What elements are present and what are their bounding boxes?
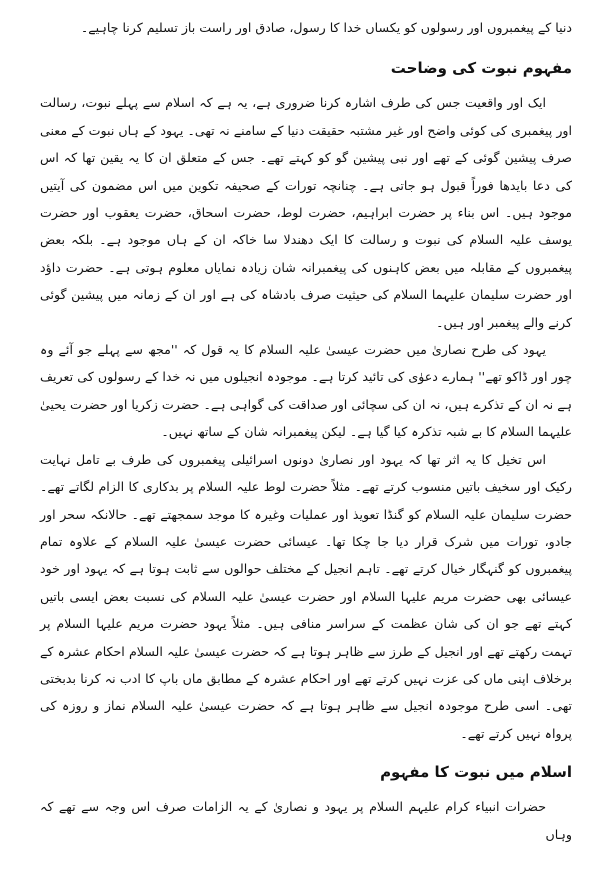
body-paragraph-3: اس تخیل کا یہ اثر تھا کہ یہود اور نصاریٰ دونوں اسرائیلی پیغمبروں کی طرف بے تامل نہایت رکیک اور سخیف باتیں منسوب کرتے تھے۔ مثلاً حضرت لوط علیہ السلام پر بدکاری کا الزام لگاتے تھے۔ حضرت سلیمان علیہ السلام کو گنڈا تعویذ اور عملیات وغیرہ کا موجد سمجھتے تھے۔ حالانکہ سحر اور جادو، تورات میں شرک قرار دیا جا چکا تھا۔ عیسائی حضرت عیسیٰ علیہ السلام کے علاوہ تمام پیغمبروں کو گنہگار خیال کرتے تھے۔ تاہم انجیل کے مختلف حوالوں سے ثابت ہوتا ہے کہ یہود اور خود عیسائی بھی حضرت مریم علیہا السلام اور حضرت عیسیٰ علیہ السلام کی نسبت بعض ایسی باتیں کہتے تھے جو ان کی شان عظمت کے سراسر منافی ہیں۔ مثلاً یہود حضرت مریم علیہا السلام پر تہمت رکھتے تھے اور انجیل کے طرز سے ظاہر ہوتا ہے کہ حضرت عیسیٰ علیہ السلام احکام عشرہ کے برخلاف اپنی ماں کی عزت نہیں کرتے تھے اور احکام عشرہ کے مطابق ماں باپ کا ادب نہ کرنا بدبختی تھی۔ اسی طرح موجودہ انجیل سے ظاہر ہوتا ہے کہ حضرت عیسیٰ علیہ السلام نماز و روزہ کی پرواہ نہیں کرتے تھے۔ (40, 451, 572, 741)
body-paragraph-1: ایک اور واقعیت جس کی طرف اشارہ کرنا ضروری ہے، یہ ہے کہ اسلام سے پہلے نبوت، رسالت اور پیغمبری کی کوئی واضح اور غیر مشتبہ حقیقت دنیا کے سامنے نہ تھی۔ یہود کے ہاں نبوت کے معنی صرف پیشین گوئی کے تھے اور نبی پیشین گو کو کہتے تھے۔ جس کے متعلق ان کا یہ یقین تھا کہ اس کی دعا بایدھا فوراً قبول ہو جاتی ہے۔ چنانچہ تورات کے صحیفہ تکوین میں اس مضمون کی آیتیں موجود ہیں۔ اس بناء پر حضرت ابراہیم، حضرت لوط، حضرت اسحاق، حضرت یعقوب اور حضرت یوسف علیہ السلام کی نبوت و رسالت کا ایک دھندلا سا خاکہ ان کے ہاں موجود ہے۔ بلکہ بعض پیغمبروں کے مقابلہ میں بعض کاہنوں کی پیغمبرانہ شان زیادہ نمایاں معلوم ہوتی ہے۔ حضرت داؤد اور حضرت سلیمان علیہما السلام کی حیثیت صرف بادشاہ کی ہے اور ان کے زمانہ میں پیشین گوئی کرنے والے پیغمبر اور ہیں۔ (40, 95, 572, 330)
body-paragraph-2: یہود کی طرح نصاریٰ میں حضرت عیسیٰ علیہ السلام کا یہ قول کہ ''مجھ سے پہلے جو آئے وہ چور اور ڈاکو تھے'' ہمارے دعوٰی کی تائید کرتا ہے۔ موجودہ انجیلوں میں نہ خدا کے رسولوں کی تعریف ہے نہ ان کے تذکرے ہیں، نہ ان کی سچائی اور صداقت کی گواہی ہے۔ حضرت زکریا اور حضرت یحییٰ علیہما السلام کا بے شبہ تذکرہ کیا گیا ہے۔ لیکن پیغمبرانہ شان کے ساتھ نہیں۔ (40, 342, 572, 440)
intro-paragraph: دنیا کے پیغمبروں اور رسولوں کو یکساں خدا کا رسول، صادق اور راست باز تسلیم کرنا چاہیے۔ (80, 20, 572, 35)
section-heading-prophethood-in-islam: اسلام میں نبوت کا مفہوم (380, 763, 572, 782)
section-heading-prophethood-explanation: مفہوم نبوت کی وضاحت (390, 59, 572, 78)
document-page (40, 14, 572, 879)
body-paragraph-4: حضرات انبیاء کرام علیہم السلام پر یہود و نصاریٰ کے یہ الزامات صرف اس وجہ سے تھے کہ وہاں (40, 799, 572, 842)
